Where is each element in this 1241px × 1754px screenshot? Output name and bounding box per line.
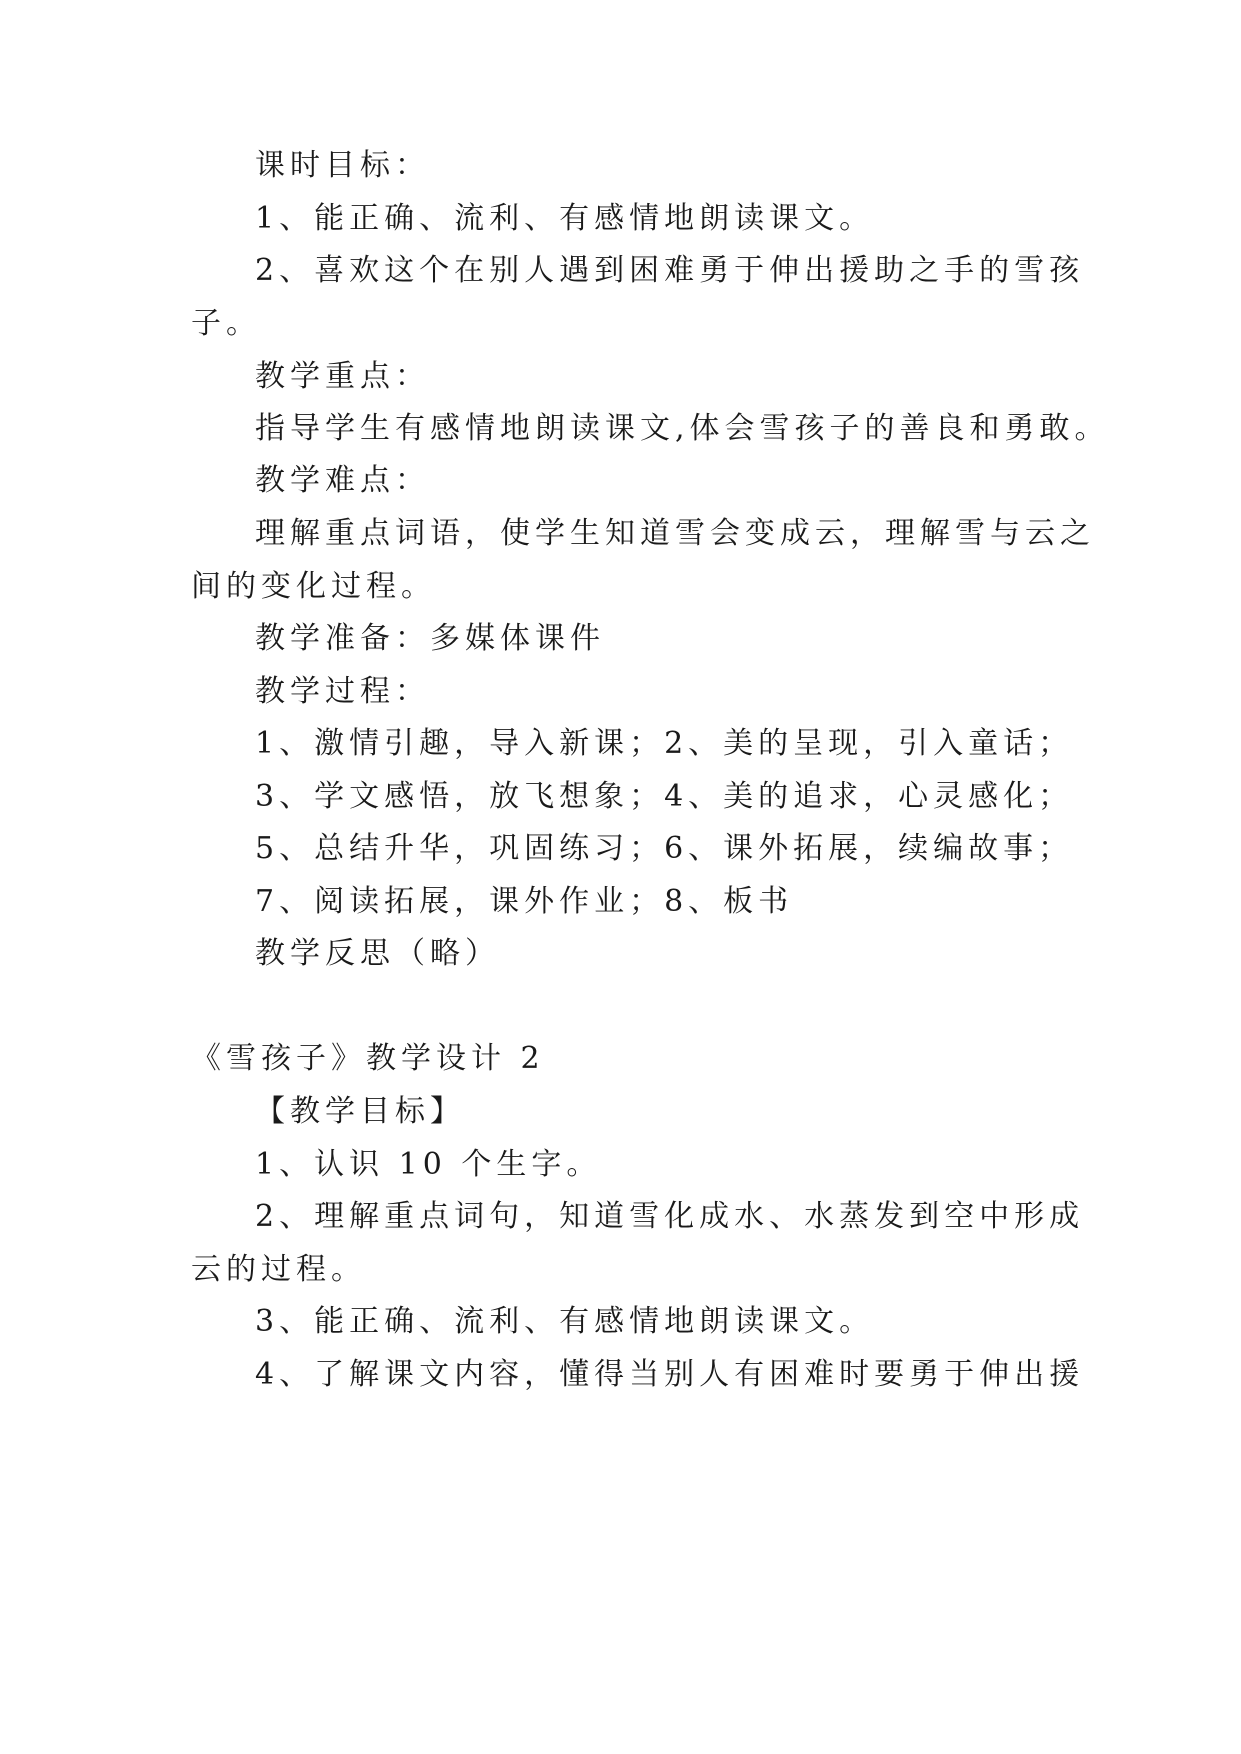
process-line-3: 5、总结升华，巩固练习；6、课外拓展，续编故事；: [255, 831, 1074, 866]
process-line-4: 7、阅读拓展，课外作业；8、板书: [255, 884, 794, 919]
process-line-2: 3、学文感悟，放飞想象；4、美的追求，心灵感化；: [255, 779, 1074, 814]
objective-4b-line-1: 4、了解课文内容，懂得当别人有困难时要勇于伸出援: [255, 1357, 1085, 1392]
objective-2-line-2: 子。: [191, 306, 261, 341]
teaching-preparation: 教学准备：多媒体课件: [255, 621, 605, 656]
difficulty-heading: 教学难点：: [255, 463, 430, 498]
key-point-text: 指导学生有感情地朗读课文,体会雪孩子的善良和勇敢。: [255, 411, 1110, 446]
objective-1b: 1、认识 10 个生字。: [255, 1147, 602, 1182]
process-line-1: 1、激情引趣，导入新课；2、美的呈现，引入童话；: [255, 726, 1074, 761]
teaching-reflection: 教学反思（略）: [255, 936, 500, 971]
difficulty-line-2: 间的变化过程。: [191, 569, 436, 604]
objective-1: 1、能正确、流利、有感情地朗读课文。: [255, 201, 875, 236]
section-title: 《雪孩子》教学设计 2: [191, 1041, 545, 1076]
objective-2b-line-1: 2、理解重点词句，知道雪化成水、水蒸发到空中形成: [255, 1199, 1085, 1234]
difficulty-line-1: 理解重点词语，使学生知道雪会变成云，理解雪与云之: [255, 516, 1095, 551]
process-heading: 教学过程：: [255, 674, 430, 709]
objective-2b-line-2: 云的过程。: [191, 1252, 366, 1287]
objective-3b: 3、能正确、流利、有感情地朗读课文。: [255, 1304, 875, 1339]
key-point-heading: 教学重点：: [255, 359, 430, 394]
objective-2-line-1: 2、喜欢这个在别人遇到困难勇于伸出援助之手的雪孩: [255, 253, 1085, 288]
objectives-heading: 课时目标：: [255, 148, 430, 183]
objectives-heading-2: 【教学目标】: [255, 1094, 465, 1129]
